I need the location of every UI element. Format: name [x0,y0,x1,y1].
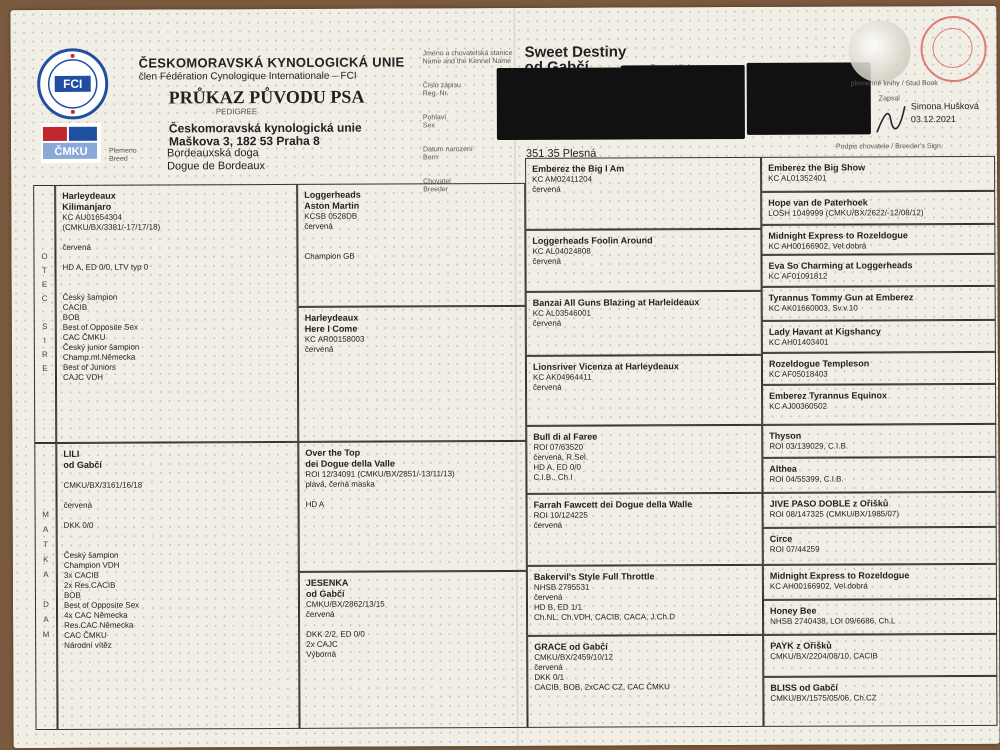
ancestor-details: KC AR00158003 červená [304,334,365,354]
ancestor-name: Circe [769,533,793,544]
sire-name: Harleydeaux Kilimanjaro [62,190,116,212]
doc-subtitle: PEDIGREE [215,107,258,117]
address-line-1: Českomoravská kynologická unie [168,120,362,136]
ancestor-name: Hope van de Paterhoek [768,197,868,208]
ancestor-name: Emberez the Big I Am [532,163,625,174]
gen3-cell [526,355,762,426]
gen3-cell [525,229,761,292]
stud-book-label: plemenné knihy / Stud Book [850,80,938,88]
ancestor-name: Midnight Express to Rozeldogue [768,230,908,241]
side-letter: K [43,554,49,565]
gen4-cell [763,564,997,600]
ancestor-details: KC AM02411204 červená [532,174,593,194]
breeder-postal: 351 35 Plesná [526,147,597,160]
ancestor-details: ROI 07/63520 červená, R.Sel. HD A, ED 0/0 C.I.B., Ch.I [533,442,589,482]
gen4-cell [762,457,996,493]
gen4-cell [763,676,997,727]
gen2-cell [297,183,526,307]
ancestor-name: Farrah Fawcett dei Dogue della Walle [533,499,693,510]
fci-logo-text: FCI [63,76,83,91]
gen4-cell [761,191,995,225]
side-letter: I [43,336,46,346]
org-member: člen Fédération Cynologique Internationale – FCI [138,70,357,83]
side-letter: E [42,363,48,374]
registrar-name: Simona Hušková [910,100,979,112]
side-letter: T [42,265,47,276]
gen4-cell [763,527,997,565]
ancestor-name: Bakervil's Style Full Throttle [533,571,655,582]
registered-label: Zapsal [878,95,900,103]
ancestor-name: JESENKA od Gabčí [305,577,349,599]
ancestor-details: KC AF05018403 [768,369,828,379]
field-label: Číslo zápisu Reg. Nr. [422,82,461,98]
side-letter: M [42,629,50,640]
sire-details: KC AU01654304 (CMKU/BX/3381/-17/17/18) červená HD A, ED 0/0, LTV typ 0 Český šampion CACIB BOB Best of Opposite Sex CAC ČMKU Český junior šampion Champ.ml.Německa Best of Juniors CAJC VDH [62,212,161,382]
ancestor-name: PAYK z Ořišků [770,640,832,651]
dam-details: CMKU/BX/3161/16/18 červená DKK 0/0 Český šampion Champion VDH 3x CACIB 2x Res.CACIB BOB Best of Opposite Sex 4x CAC Německa Res.CAC Německa CAC ČMKU Národní vítěz [63,470,143,650]
address-line-2: Maškova 3, 182 53 Praha 8 [168,133,320,149]
ancestor-name: Harleydeaux Here I Come [304,312,359,334]
dog-name-line1: Sweet Destiny [524,43,627,61]
side-letter: S [42,321,48,332]
side-letter: M [42,509,49,520]
ancestor-details: KC AK01660003, Sv.v.10 [768,303,858,313]
ancestor-name: Tyrannus Tommy Gun at Emberez [768,292,914,303]
gen3-cell [525,157,761,230]
gen4-cell [763,492,997,528]
gen4-cell [763,599,997,635]
ancestor-details: KC AF01091812 [768,271,828,281]
cmku-logo-text: ČMKU [54,145,88,158]
gen4-cell [763,634,997,677]
ancestor-name: BLISS od Gabčí [770,682,838,693]
ancestor-name: JIVE PASO DOBLE z Ořišků [769,498,889,509]
ancestor-name: Eva So Charming at Loggerheads [768,260,913,271]
ancestor-name: Midnight Express to Rozeldogue [769,570,910,581]
redacted-block [621,65,745,140]
gen4-cell [762,352,996,385]
side-letter: T [43,539,49,550]
side-letter: A [43,569,49,580]
ancestor-details: CMKU/BX/2204/08/10, CACIB [770,651,878,661]
side-letter: A [43,614,49,625]
side-letter: D [43,599,49,610]
side-letter: E [41,279,48,290]
pedigree-grid [33,156,997,730]
gen4-cell [762,384,996,425]
ancestor-details: KC AH01403401 [768,337,829,347]
signature-icon [871,102,911,138]
ancestor-name: Loggerheads Aston Martin [304,189,361,211]
ancestor-details: KC AL03546001 červená [532,308,592,328]
ancestor-name: Loggerheads Foolin Around [532,235,653,246]
ancestor-details: KC AL01352401 [768,173,827,183]
org-title: ČESKOMORAVSKÁ KYNOLOGICKÁ UNIE [138,54,405,71]
ancestor-details: KCSB 0528DB červená Champion GB [304,211,358,261]
gen3-cell [527,565,763,636]
gen3-cell [526,425,762,494]
ancestor-name: Althea [769,463,797,474]
dam-name: LILI od Gabčí [63,448,102,470]
ancestor-name: Over the Top dei Dogue della Valle [305,447,395,469]
ancestor-details: ROI 10/124225 červená [533,510,588,530]
ancestor-name: GRACE od Gabčí [534,641,608,652]
seal-sticker [848,20,910,82]
redacted-block [497,67,625,140]
gen2-cell [299,571,528,729]
dam-side-label [34,443,57,730]
ancestor-details: ROI 04/55399, C.I.B. [769,474,844,484]
breed-cz: Bordeauxská doga [166,147,259,160]
breeder-sign-label: Podpis chovatele / Breeder's Sign. [835,143,943,151]
official-stamp [920,16,986,82]
sire-side-label [33,185,56,443]
ancestor-name: Banzai All Guns Blazing at Harleideaux [532,297,700,308]
field-label: Datum narození Born [422,146,473,162]
fci-logo-icon [37,48,109,120]
side-letter: R [41,349,48,360]
cmku-logo-icon [41,123,101,163]
ancestor-details: ROI 08/147325 (CMKU/BX/1985/07) [769,509,900,519]
ancestor-details: NHSB 2795531 červená HD B, ED 1/1 Ch.NL, Ch.VDH, CACIB, CACA, J.Ch.D [533,582,675,622]
gen4-cell [762,286,996,321]
ancestor-name: Bull di al Faree [533,431,598,442]
dam-cell [56,442,299,730]
ancestor-details: ROI 12/34091 (CMKU/BX/2851/-13/11/13) plavá, černá maska HD A [305,469,455,509]
field-label: Pohlaví Sex [422,114,447,130]
breed-label: Plemeno Breed [108,147,137,163]
sire-cell [55,184,298,443]
ancestor-name: Emberez the Big Show [768,162,866,173]
gen4-cell [761,254,995,287]
doc-title: PRŮKAZ PŮVODU PSA [168,86,365,108]
ancestor-name: Thyson [769,430,802,441]
side-letter: C [41,293,48,304]
ancestor-details: KC AL04024808 červená [532,246,591,266]
ancestor-name: Lionsriver Vicenza at Harleydeaux [532,361,679,372]
pedigree-sheet [10,6,999,748]
gen4-cell [762,320,996,353]
ancestor-details: CMKU/BX/2862/13/15 červená DKK 2/2, ED 0/0 2x CAJC Výborná [305,599,385,659]
gen3-cell [527,635,763,728]
registration-date: 03.12.2021 [910,114,956,125]
ancestor-details: ROI 07/44259 [769,544,820,554]
ancestor-details: LOSH 1049999 (CMKU/BX/2622/-12/08/12) [768,208,924,218]
breed-fr: Dogue de Bordeaux [167,160,265,173]
field-label: Jméno a chovatelská stanice Name and the Kennel Name [422,49,513,66]
gen4-cell [761,224,995,255]
ancestor-details: ROI 03/139029, C.I.B. [769,441,849,451]
ancestor-details: CMKU/BX/1575/05/06, Ch.CZ [770,693,877,703]
gen3-cell [527,493,763,566]
field-label: Chovatel Breeder [423,178,451,194]
ancestor-details: KC AK04964411 červená [532,372,592,392]
redacted-block [747,62,871,135]
side-letter: O [41,251,48,262]
gen4-cell [762,424,996,458]
ancestor-name: Emberez Tyrannus Equinox [769,390,887,401]
ancestor-name: Rozeldogue Templeson [768,358,870,369]
ancestor-name: Honey Bee [770,605,817,616]
ancestor-name: Lady Havant at Kigshancy [768,326,881,337]
gen2-cell [298,306,527,442]
ancestor-details: KC AJ00360502 [769,401,827,411]
ancestor-details: KC AH00166902, Vel.dobrá [768,241,867,251]
gen2-cell [298,441,527,572]
ancestor-details: CMKU/BX/2459/10/12 červená DKK 0/1 CACIB, BOB, 2xCAC CZ, CAC ČMKU [534,652,670,692]
gen3-cell [526,291,762,356]
ancestor-details: KC AH00166902, Vel.dobrá [769,581,868,591]
side-letter: A [42,524,49,535]
ancestor-details: NHSB 2740438, LOI 09/6686, Ch.L [770,616,896,626]
gen4-cell [761,156,995,192]
